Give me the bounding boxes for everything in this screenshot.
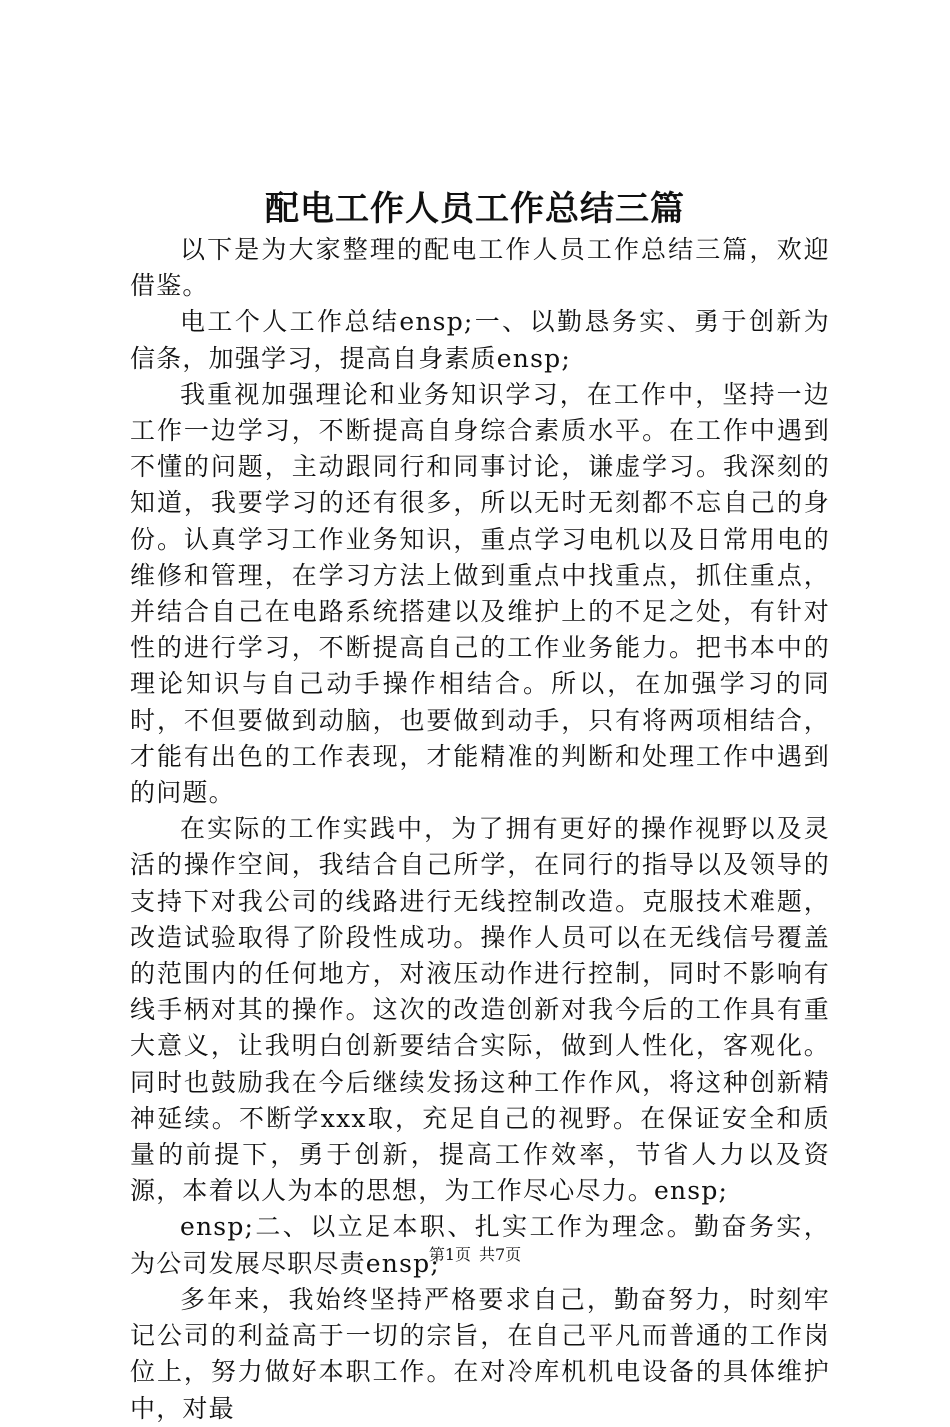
paragraph-intro: 以下是为大家整理的配电工作人员工作总结三篇，欢迎借鉴。 — [130, 235, 830, 301]
paragraph-study: 我重视加强理论和业务知识学习，在工作中，坚持一边工作一边学习，不断提高自身综合素质水平。在工作中遇到不懂的问题，主动跟同行和同事讨论，谦虚学习。我深刻的知道，我要学习的还有很多，所以无时无刻都不忘自己的身份。认真学习工作业务知识，重点学习电机以及日常用电的维修和管理，在学习方法上做到重点中找重点，抓住重点，并结合自己在电路系统搭建以及维护上的不足之处，有针对性的进行学习，不断提高自己的工作业务能力。把书本中的理论知识与自己动手操作相结合。所以，在加强学习的同时，不但要做到动脑，也要做到动手，只有将两项相结合，才能有出色的工作表现，才能精准的判断和处理工作中遇到的问题。 — [130, 379, 830, 808]
page-footer — [0, 1244, 950, 1266]
paragraph-practice: 在实际的工作实践中，为了拥有更好的操作视野以及灵活的操作空间，我结合自己所学，在同行的指导以及领导的支持下对我公司的线路进行无线控制改造。克服技术难题，改造试验取得了阶段性成功。操作人员可以在无线信号覆盖的范围内的任何地方，对液压动作进行控制，同时不影响有线手柄对其的操作。这次的改造创新对我今后的工作具有重大意义，让我明白创新要结合实际，做到人性化，客观化。同时也鼓励我在今后继续发扬这种工作作风，将这种创新精神延续。不断学xxx取，充足自己的视野。在保证安全和质量的前提下，勇于创新，提高工作效率，节省人力以及资源，本着以人为本的思想，为工作尽心尽力。ensp; — [130, 814, 830, 1206]
document-title: 配电工作人员工作总结三篇 — [265, 189, 685, 229]
paragraph-duty: 多年来，我始终坚持严格要求自己，勤奋努力，时刻牢记公司的利益高于一切的宗旨，在自己平凡而普通的工作岗位上，努力做好本职工作。在对冷库机机电设备的具体维护中，对最 — [130, 1284, 830, 1423]
page-total: 共7页 — [479, 1245, 522, 1264]
page-number: 第1页 — [428, 1245, 471, 1264]
paragraph-heading-one: 电工个人工作总结ensp;一、以勤恳务实、勇于创新为信条，加强学习，提高自身素质ensp; — [130, 307, 830, 373]
paragraph-heading-two: ensp;二、以立足本职、扎实工作为理念。勤奋务实，为公司发展尽职尽责ensp; — [130, 1212, 830, 1278]
